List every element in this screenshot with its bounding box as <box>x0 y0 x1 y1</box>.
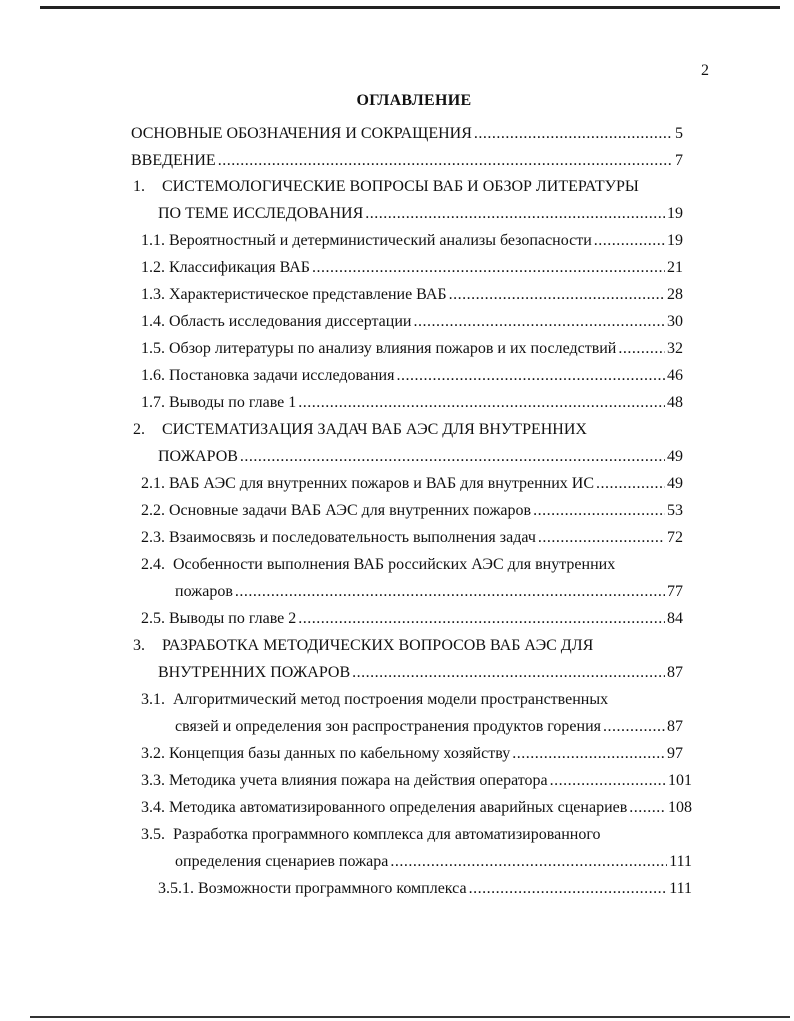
toc-entry-page: 53 <box>667 502 683 519</box>
toc-entry-page: 32 <box>667 340 683 357</box>
toc-entry-notation[interactable] <box>131 125 683 145</box>
page-number: 2 <box>701 62 709 79</box>
toc-entry-text: Характеристическое представление ВАБ <box>169 286 447 303</box>
dot-leader <box>298 610 665 628</box>
toc-entry-number: 1.2. <box>141 259 165 276</box>
toc-section-2-1[interactable] <box>141 475 683 495</box>
dot-leader <box>390 853 667 871</box>
toc-entry-text: ОСНОВНЫЕ ОБОЗНАЧЕНИЯ И СОКРАЩЕНИЯ <box>131 125 472 142</box>
dot-leader <box>474 125 673 143</box>
toc-chapter-3[interactable] <box>158 664 683 684</box>
dot-leader <box>235 583 665 601</box>
toc-section-2-4[interactable] <box>175 583 683 603</box>
toc-entry-page: 7 <box>675 152 683 169</box>
toc-entry-number: 1.7. <box>141 394 165 411</box>
toc-section-3-5[interactable] <box>175 853 692 873</box>
toc-entry-number: 3.3. <box>141 772 165 789</box>
toc-entry-text: Классификация ВАБ <box>169 259 310 276</box>
toc-section-2-2[interactable] <box>141 502 683 522</box>
toc-entry-page: 19 <box>667 232 683 249</box>
toc-section-3-3[interactable] <box>141 772 692 792</box>
toc-entry-text: РАЗРАБОТКА МЕТОДИЧЕСКИХ ВОПРОСОВ ВАБ АЭС ДЛЯ <box>162 637 594 654</box>
toc-section-3-1[interactable] <box>175 718 683 738</box>
toc-entry-text: связей и определения зон распространения продуктов горения <box>175 718 601 735</box>
toc-entry-page: 49 <box>667 448 683 465</box>
toc-entry-page: 97 <box>667 745 683 762</box>
toc-entry-text: определения сценариев пожара <box>175 853 389 870</box>
scan-edge-bottom <box>30 1016 790 1018</box>
toc-entry-page: 101 <box>668 772 692 789</box>
toc-entry-page: 111 <box>669 880 692 897</box>
scan-edge-top <box>40 6 780 9</box>
toc-entry-number: 3. <box>133 637 145 654</box>
dot-leader <box>538 529 665 547</box>
dot-leader <box>469 880 668 898</box>
toc-entry-text: Методика учета влияния пожара на действия оператора <box>169 772 548 789</box>
toc-section-3-5-heading[interactable] <box>141 826 600 844</box>
toc-chapter-1[interactable] <box>158 205 683 225</box>
toc-section-3-5-1[interactable] <box>158 880 692 900</box>
toc-entry-number: 1. <box>133 178 145 195</box>
toc-section-1-6[interactable] <box>141 367 683 387</box>
dot-leader <box>618 340 665 358</box>
toc-entry-text: Выводы по главе 2 <box>169 610 297 627</box>
toc-entry-text: Возможности программного комплекса <box>198 880 467 897</box>
toc-entry-text: Концепция базы данных по кабельному хозяйству <box>169 745 511 762</box>
toc-entry-page: 108 <box>668 799 692 816</box>
toc-entry-text: Постановка задачи исследования <box>169 367 395 384</box>
toc-entry-page: 19 <box>667 205 683 222</box>
toc-entry-text: Разработка программного комплекса для автоматизированного <box>173 826 601 843</box>
toc-entry-number: 3.5. <box>141 826 165 843</box>
dot-leader <box>352 664 665 682</box>
dot-leader <box>533 502 665 520</box>
toc-section-3-2[interactable] <box>141 745 683 765</box>
toc-entry-page: 30 <box>667 313 683 330</box>
toc-entry-page: 5 <box>675 125 683 142</box>
toc-entry-page: 87 <box>667 664 683 681</box>
toc-entry-page: 46 <box>667 367 683 384</box>
toc-section-1-1[interactable] <box>141 232 683 252</box>
toc-entry-page: 72 <box>667 529 683 546</box>
toc-entry-page: 28 <box>667 286 683 303</box>
dot-leader <box>396 367 665 385</box>
toc-entry-number: 3.5.1. <box>158 880 194 897</box>
toc-entry-page: 49 <box>667 475 683 492</box>
page-title: ОГЛАВЛЕНИЕ <box>356 92 472 109</box>
toc-entry-number: 2.1. <box>141 475 165 492</box>
toc-entry-text: СИСТЕМАТИЗАЦИЯ ЗАДАЧ ВАБ АЭС ДЛЯ ВНУТРЕННИХ <box>162 421 587 438</box>
toc-entry-number: 1.1. <box>141 232 165 249</box>
toc-entry-text: ПОЖАРОВ <box>158 448 238 465</box>
toc-entry-page: 87 <box>667 718 683 735</box>
toc-entry-text: Область исследования диссертации <box>169 313 412 330</box>
toc-entry-text: Выводы по главе 1 <box>169 394 297 411</box>
toc-section-2-5[interactable] <box>141 610 683 630</box>
toc-section-2-3[interactable] <box>141 529 683 549</box>
dot-leader <box>312 259 665 277</box>
dot-leader <box>365 205 665 223</box>
dot-leader <box>413 313 665 331</box>
toc-chapter-2[interactable] <box>158 448 683 468</box>
toc-entry-text: пожаров <box>175 583 233 600</box>
toc-entry-text: Взаимосвязь и последовательность выполнения задач <box>169 529 536 546</box>
toc-entry-text: ВАБ АЭС для внутренних пожаров и ВАБ для внутренних ИС <box>169 475 595 492</box>
toc-entry-text: ВВЕДЕНИЕ <box>131 152 216 169</box>
toc-section-2-4-heading[interactable] <box>141 556 615 574</box>
toc-entry-number: 2.5. <box>141 610 165 627</box>
toc-section-1-7[interactable] <box>141 394 683 414</box>
toc-chapter-3-heading[interactable] <box>133 637 593 655</box>
toc-section-3-4[interactable] <box>141 799 692 819</box>
toc-entry-introduction[interactable] <box>131 152 683 172</box>
toc-entry-number: 1.4. <box>141 313 165 330</box>
toc-entry-number: 1.6. <box>141 367 165 384</box>
toc-entry-page: 77 <box>667 583 683 600</box>
toc-entry-page: 21 <box>667 259 683 276</box>
toc-entry-text: Особенности выполнения ВАБ российских АЭС для внутренних <box>173 556 616 573</box>
toc-entry-text: Алгоритмический метод построения модели пространственных <box>173 691 609 708</box>
dot-leader <box>594 232 665 250</box>
toc-entry-text: ВНУТРЕННИХ ПОЖАРОВ <box>158 664 351 681</box>
toc-entry-text: Основные задачи ВАБ АЭС для внутренних пожаров <box>169 502 532 519</box>
toc-entry-number: 2.2. <box>141 502 165 519</box>
toc-entry-number: 3.1. <box>141 691 165 708</box>
toc-entry-text: Обзор литературы по анализу влияния пожаров и их последствий <box>169 340 617 357</box>
toc-entry-number: 1.3. <box>141 286 165 303</box>
dot-leader <box>550 772 666 790</box>
toc-section-1-3[interactable] <box>141 286 683 306</box>
toc-chapter-1-heading[interactable] <box>133 178 639 196</box>
toc-entry-text: ПО ТЕМЕ ИССЛЕДОВАНИЯ <box>158 205 364 222</box>
dot-leader <box>240 448 665 466</box>
toc-entry-text: Вероятностный и детерминистический анализы безопасности <box>169 232 592 249</box>
dot-leader <box>512 745 665 763</box>
toc-entry-text: СИСТЕМОЛОГИЧЕСКИЕ ВОПРОСЫ ВАБ И ОБЗОР ЛИТЕРАТУРЫ <box>162 178 639 195</box>
toc-entry-number: 2.4. <box>141 556 165 573</box>
toc-section-1-2[interactable] <box>141 259 683 279</box>
toc-entry-text: Методика автоматизированного определения аварийных сценариев <box>169 799 628 816</box>
toc-entry-number: 2. <box>133 421 145 438</box>
toc-section-3-1-heading[interactable] <box>141 691 608 709</box>
dot-leader <box>603 718 665 736</box>
dot-leader <box>629 799 666 817</box>
toc-entry-number: 3.4. <box>141 799 165 816</box>
toc-entry-number: 2.3. <box>141 529 165 546</box>
toc-section-1-4[interactable] <box>141 313 683 333</box>
toc-chapter-2-heading[interactable] <box>133 421 587 439</box>
dot-leader <box>298 394 665 412</box>
toc-entry-page: 84 <box>667 610 683 627</box>
dot-leader <box>449 286 665 304</box>
toc-section-1-5[interactable] <box>141 340 683 360</box>
dot-leader <box>596 475 665 493</box>
toc-entry-number: 1.5. <box>141 340 165 357</box>
toc-entry-number: 3.2. <box>141 745 165 762</box>
toc-entry-page: 111 <box>669 853 692 870</box>
dot-leader <box>218 152 673 170</box>
toc-entry-page: 48 <box>667 394 683 411</box>
